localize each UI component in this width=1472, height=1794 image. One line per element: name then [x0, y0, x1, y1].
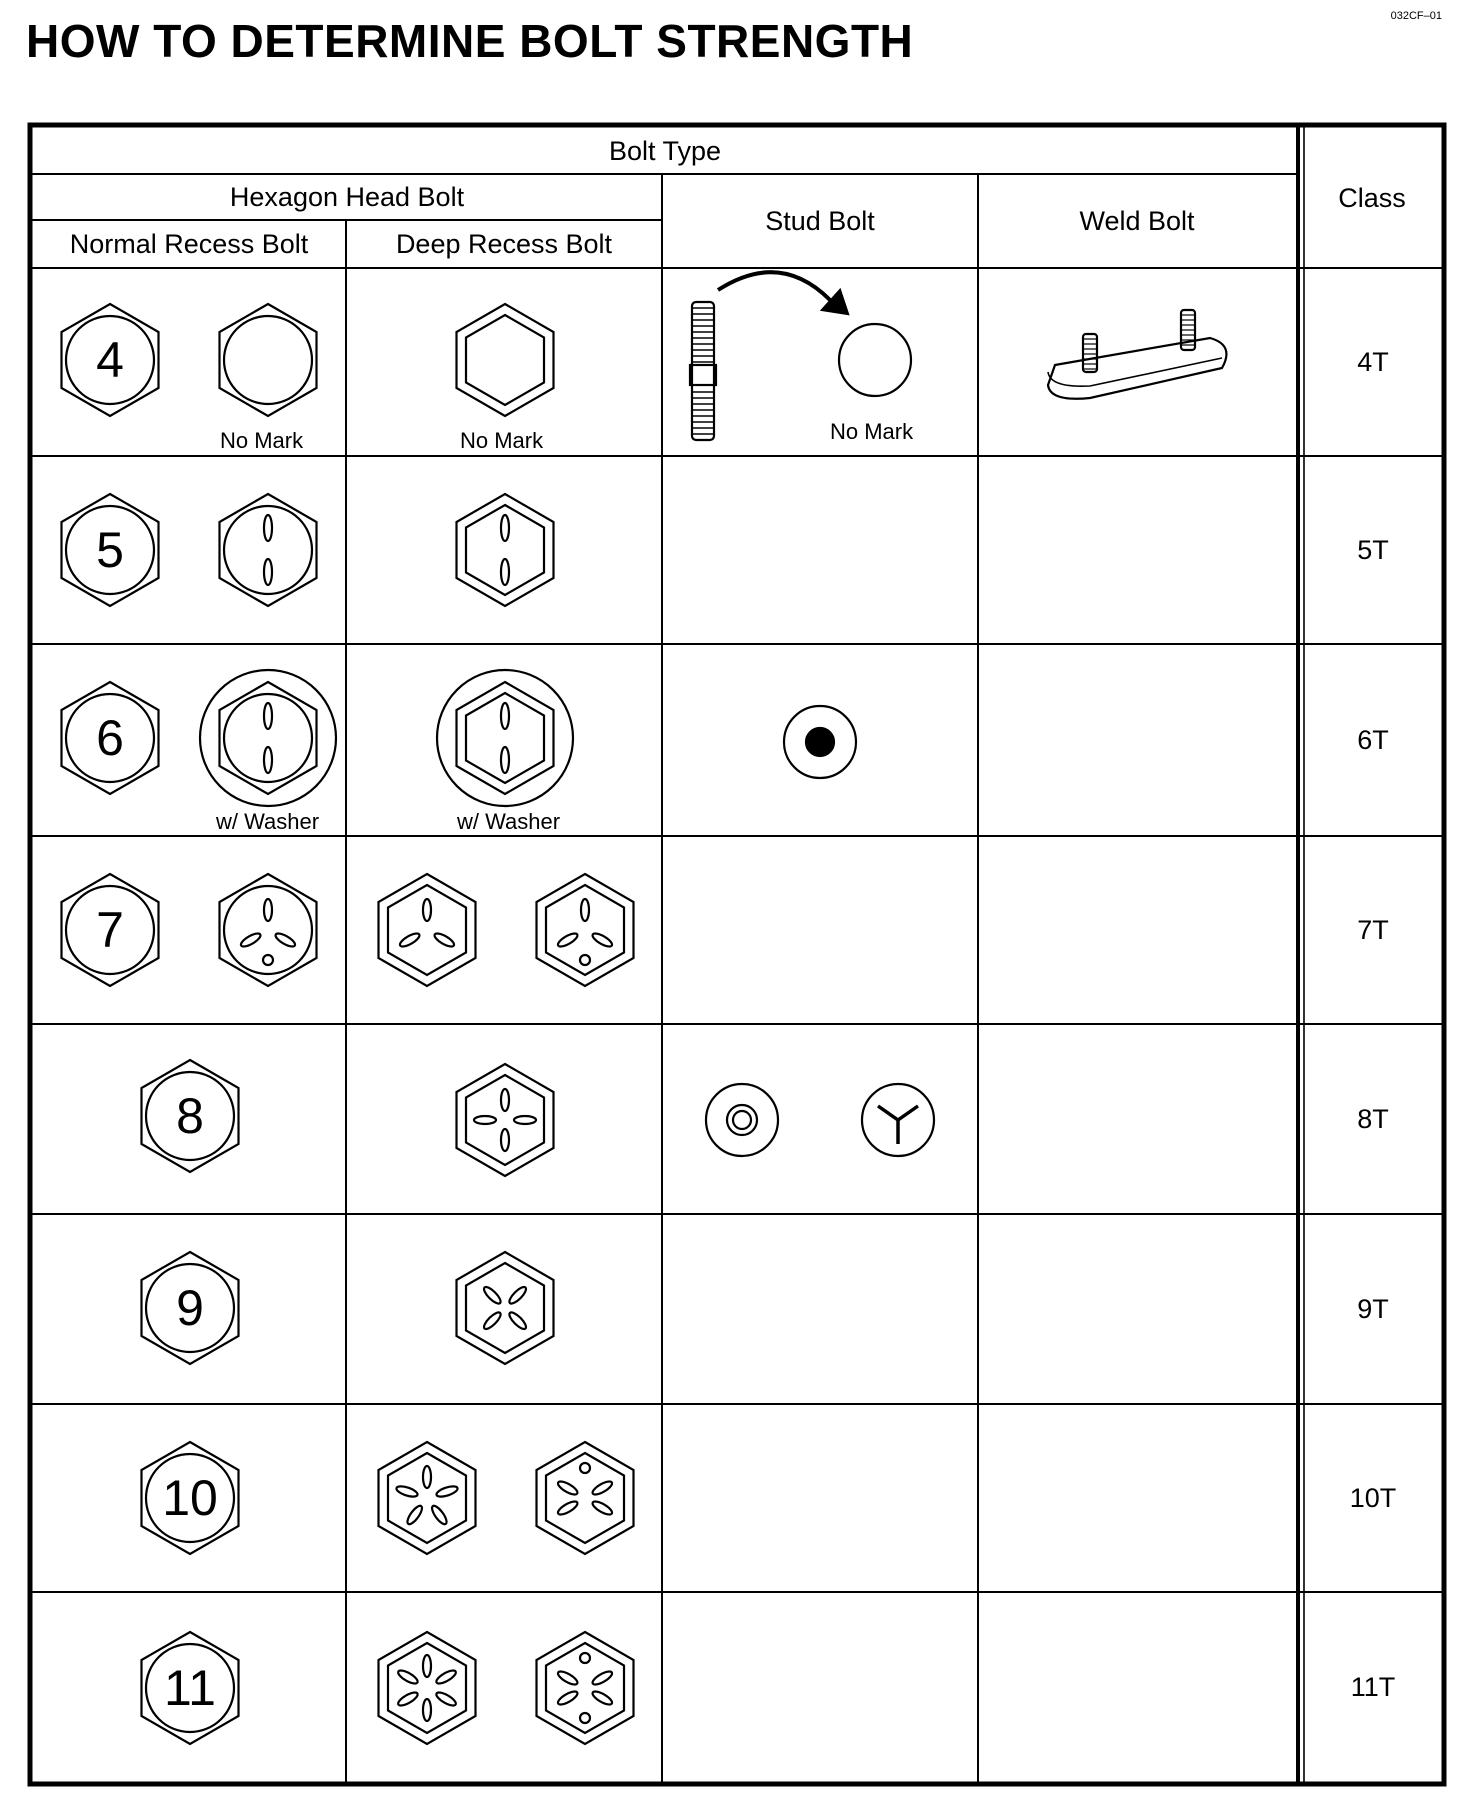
header-bolt-type: Bolt Type [608, 135, 722, 166]
hex-head-number-4: 4 [96, 332, 124, 388]
header-deep-recess-bolt: Deep Recess Bolt [395, 228, 613, 259]
deep-recess-washer-head [437, 670, 573, 806]
hex-head-number-6: 6 [96, 710, 124, 766]
header-normal-recess-bolt: Normal Recess Bolt [69, 228, 309, 259]
normal-recess-plain-head [220, 304, 317, 416]
class-value-11t: 11T [1350, 1671, 1396, 1702]
normal-recess-three-line-head [220, 874, 317, 986]
deep-recess-two-line-head [457, 494, 554, 606]
page-title: HOW TO DETERMINE BOLT STRENGTH [26, 15, 914, 67]
deep-recess-five-line-head [379, 1442, 476, 1554]
deep-recess-washer-label: w/ Washer [457, 809, 561, 834]
deep-recess-three-line-head [379, 874, 476, 986]
class-value-5t: 5T [1357, 534, 1389, 565]
normal-recess-two-line-head [220, 494, 317, 606]
deep-recess-four-line-head [457, 1064, 554, 1176]
deep-recess-no-mark-label: No Mark [460, 428, 544, 453]
hex-head-number-10: 10 [162, 1470, 218, 1526]
class-value-6t: 6T [1357, 724, 1389, 755]
class-value-8t: 8T [1357, 1103, 1389, 1134]
header-stud-bolt: Stud Bolt [765, 205, 875, 236]
class-value-9t: 9T [1357, 1293, 1389, 1324]
deep-recess-four-diagonal-head [457, 1252, 554, 1364]
header-hexagon-head-bolt: Hexagon Head Bolt [229, 181, 465, 212]
figure-code: 032CF–01 [1390, 10, 1442, 22]
stud-bolt-y-mark [862, 1084, 934, 1156]
normal-recess-no-mark-label: No Mark [220, 428, 304, 453]
hex-head-number-11: 11 [164, 1660, 216, 1716]
hex-head-number-5: 5 [96, 522, 124, 578]
header-weld-bolt: Weld Bolt [1079, 205, 1195, 236]
deep-recess-four-line-two-dot-head [537, 1632, 634, 1744]
table-frame [30, 125, 1444, 1784]
deep-recess-four-line-dot-head [537, 1442, 634, 1554]
deep-recess-three-line-dot-head [537, 874, 634, 986]
header-class: Class [1338, 182, 1406, 213]
deep-recess-six-line-head [379, 1632, 476, 1744]
stud-bolt-icon [690, 272, 911, 440]
stud-bolt-dot-mark [784, 706, 856, 778]
deep-recess-plain-head [457, 304, 554, 416]
class-value-7t: 7T [1357, 914, 1389, 945]
normal-recess-washer-label: w/ Washer [216, 809, 320, 834]
stud-bolt-no-mark-label: No Mark [830, 419, 914, 444]
stud-bolt-ring-mark [706, 1084, 778, 1156]
normal-recess-washer-head [200, 670, 336, 806]
hex-head-number-7: 7 [96, 902, 124, 958]
hex-head-number-8: 8 [176, 1088, 204, 1144]
class-value-4t: 4T [1357, 346, 1389, 377]
weld-bolt-icon [1048, 310, 1226, 399]
hex-head-number-9: 9 [176, 1280, 204, 1336]
class-value-10t: 10T [1349, 1482, 1397, 1513]
